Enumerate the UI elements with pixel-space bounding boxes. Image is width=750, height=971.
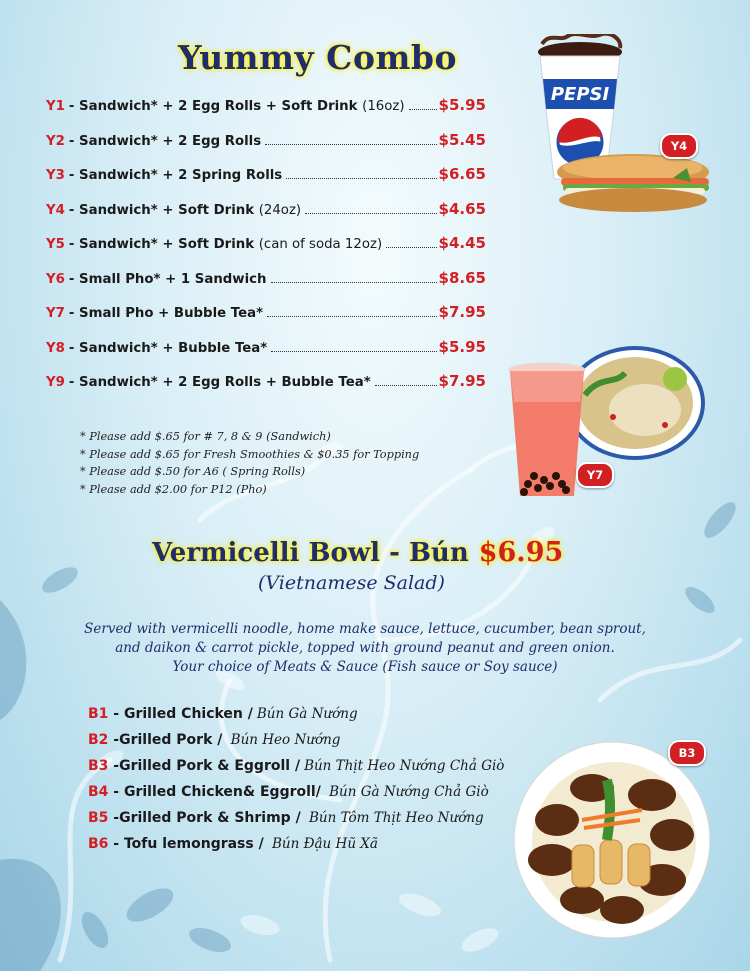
combo-row: [46, 165, 486, 200]
bun-list: [88, 706, 504, 862]
bun-item: [88, 732, 504, 758]
note-line: * Please add $.65 for # 7, 8 & 9 (Sandwich): [80, 430, 331, 443]
bun-item: [88, 810, 504, 836]
bun-item: [88, 784, 504, 810]
combo-text: - Sandwich* + 2 Egg Rolls + Bubble Tea*: [68, 375, 371, 390]
bun-english-name: -Grilled Pork & Eggroll /: [108, 758, 301, 774]
combo-code: Y8: [46, 340, 65, 356]
dot-leader: [271, 351, 436, 352]
bun-code: B5: [88, 810, 109, 826]
combo-size: (24oz): [258, 202, 302, 218]
combo-description: [69, 341, 267, 356]
combo-text: - Sandwich* + Bubble Tea*: [68, 340, 268, 356]
combo-price: $5.95: [438, 96, 486, 114]
bun-vietnamese-name: Bún Tôm Thịt Heo Nướng: [304, 810, 484, 826]
combo-code: Y1: [46, 99, 65, 114]
dot-leader: [386, 247, 436, 248]
combo-text: - Sandwich* + Soft Drink: [68, 237, 255, 252]
combo-text: - Sandwich* + 2 Spring Rolls: [68, 168, 283, 183]
combo-size: (16oz): [362, 99, 405, 114]
dot-leader: [409, 109, 437, 110]
combo-text: - Small Pho + Bubble Tea*: [68, 306, 264, 321]
dot-leader: [286, 178, 436, 179]
badge-y7: Y7: [576, 462, 614, 488]
combo-price: $7.95: [438, 303, 486, 321]
dot-leader: [375, 385, 437, 386]
combo-description: [69, 272, 267, 287]
combo-price: $6.65: [438, 165, 486, 183]
dot-leader: [265, 144, 436, 145]
bun-price: $6.95: [478, 537, 564, 568]
sandwich-photo: [553, 150, 713, 216]
bun-code: B4: [88, 784, 109, 800]
bun-english-name: - Grilled Chicken& Eggroll/: [108, 784, 321, 800]
combo-description: [69, 203, 301, 218]
combo-row: [46, 303, 486, 338]
combo-description: [69, 237, 382, 252]
bubble-tea-photo: [506, 362, 588, 502]
combo-text: - Sandwich* + 2 Egg Rolls: [68, 133, 262, 149]
combo-title: Yummy Combo: [178, 38, 457, 77]
combo-code: Y5: [46, 237, 65, 252]
combo-size: (can of soda 12oz): [258, 237, 383, 252]
combo-row: [46, 200, 486, 235]
grilled-pork-plate-photo: [512, 740, 712, 940]
combo-code: Y2: [46, 133, 65, 149]
combo-price: $4.65: [438, 199, 486, 218]
bun-vietnamese-name: Bún Đậu Hũ Xã: [267, 836, 378, 852]
combo-code: Y4: [46, 202, 65, 218]
combo-description: [69, 306, 263, 321]
combo-description: [69, 134, 261, 149]
bun-english-name: - Grilled Chicken /: [108, 706, 253, 722]
combo-row: [46, 269, 486, 304]
combo-description: [69, 99, 405, 114]
bun-description: [60, 620, 670, 677]
description-line: and daikon & carrot pickle, topped with ground peanut and green onion.: [115, 640, 615, 656]
combo-price: $5.95: [438, 337, 486, 356]
bun-vietnamese-name: Bún Gà Nướng Chả Giò: [324, 784, 489, 800]
dot-leader: [305, 213, 436, 214]
combo-code: Y3: [46, 168, 65, 183]
bun-vietnamese-name: Bún Heo Nướng: [226, 732, 341, 748]
bun-code: B1: [88, 706, 109, 722]
combo-price: $5.45: [438, 130, 486, 149]
dot-leader: [267, 316, 437, 317]
bun-subtitle: (Vietnamese Salad): [258, 572, 445, 594]
combo-row: [46, 234, 486, 269]
note-line: * Please add $2.00 for P12 (Pho): [80, 482, 267, 496]
bun-code: B2: [88, 732, 109, 748]
badge-y4: Y4: [660, 133, 698, 159]
bun-item: [88, 758, 504, 784]
bun-vietnamese-name: Bún Gà Nướng: [256, 706, 358, 722]
combo-code: Y7: [46, 306, 65, 321]
note-line: * Please add $.50 for A6 ( Spring Rolls): [80, 465, 306, 478]
combo-code: Y6: [46, 271, 65, 287]
badge-b3: B3: [668, 740, 706, 766]
bun-item: [88, 836, 504, 862]
bun-code: B3: [88, 758, 109, 774]
combo-text: - Small Pho* + 1 Sandwich: [68, 271, 267, 287]
combo-price: $8.65: [438, 268, 486, 287]
combo-description: [69, 375, 371, 390]
description-line: Served with vermicelli noodle, home make sauce, lettuce, cucumber, bean sprout,: [84, 621, 646, 637]
combo-text: - Sandwich* + 2 Egg Rolls + Soft Drink: [68, 99, 358, 114]
combo-row: [46, 131, 486, 166]
bun-code: B6: [88, 836, 109, 852]
combo-price: $4.45: [438, 234, 486, 252]
description-line: Your choice of Meats & Sauce (Fish sauce or Soy sauce): [172, 659, 558, 675]
combo-code: Y9: [46, 375, 65, 390]
combo-text: - Sandwich* + Soft Drink: [68, 202, 255, 218]
combo-price: $7.95: [438, 372, 486, 390]
combo-list: [46, 96, 486, 407]
bun-item: [88, 706, 504, 732]
combo-notes: [80, 428, 419, 498]
combo-row: [46, 372, 486, 407]
combo-row: [46, 338, 486, 373]
bun-section-title: [152, 537, 563, 568]
combo-row: [46, 96, 486, 131]
note-line: * Please add $.65 for Fresh Smoothies & $0.35 for Topping: [80, 447, 420, 461]
bun-vietnamese-name: Bún Thịt Heo Nướng Chả Giò: [304, 758, 505, 774]
bun-title-text: Vermicelli Bowl - Bún: [152, 538, 469, 568]
cup-brand-text: PEPSI: [550, 84, 610, 105]
combo-description: [69, 168, 282, 183]
bun-english-name: -Grilled Pork & Shrimp /: [108, 810, 301, 826]
dot-leader: [271, 282, 437, 283]
bun-english-name: -Grilled Pork /: [108, 732, 223, 748]
bun-english-name: - Tofu lemongrass /: [108, 836, 264, 852]
